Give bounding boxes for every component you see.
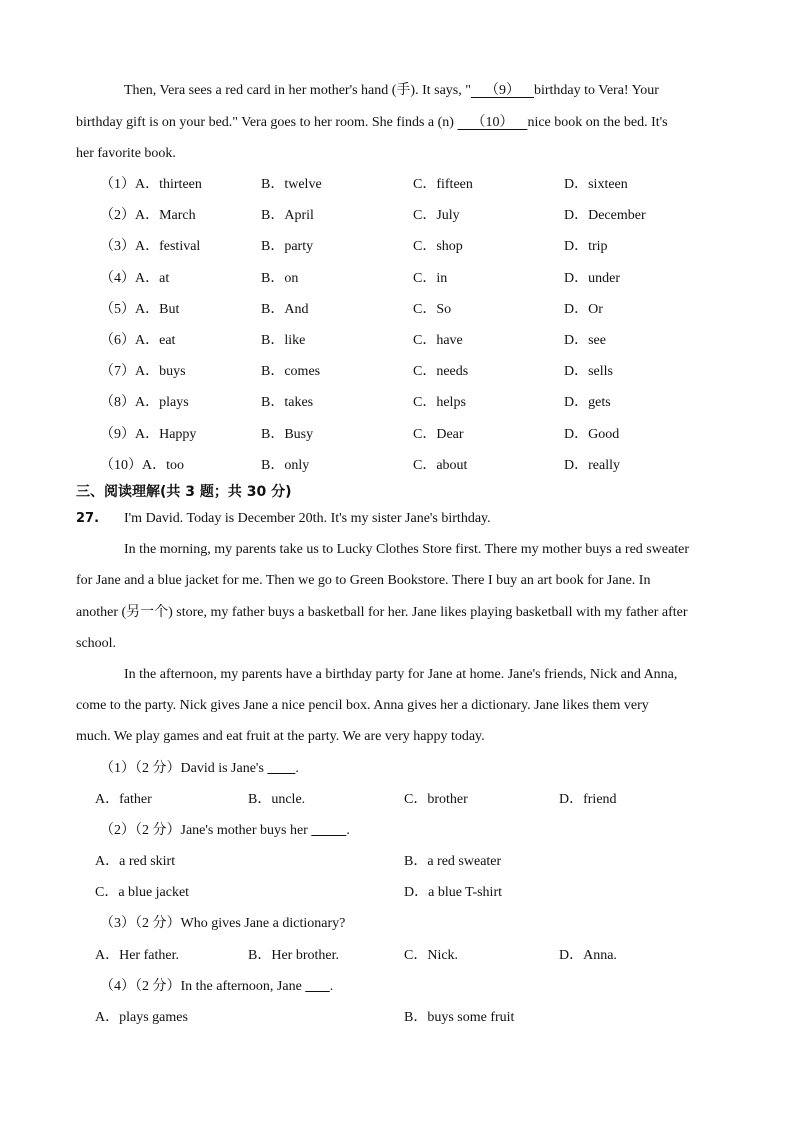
text: .	[346, 823, 350, 838]
text: nice book on the bed. It's	[527, 115, 668, 130]
option-c[interactable]: C．Dear	[413, 427, 464, 442]
option-d[interactable]: D．see	[564, 333, 606, 348]
option-c[interactable]: C．shop	[413, 239, 463, 254]
option-d[interactable]: D．trip	[564, 239, 608, 254]
paragraph-line: another (另一个) store, my father buys a basketball for her. Jane likes playing basketball with my father after	[76, 605, 688, 620]
option-d[interactable]: D．under	[564, 271, 620, 286]
question-1-options	[0, 791, 794, 809]
option-b[interactable]: B．buys some fruit	[404, 1010, 515, 1025]
blank-10: （10）	[457, 115, 528, 130]
answer-blank[interactable]	[311, 823, 346, 838]
option-c[interactable]: C．about	[413, 458, 468, 473]
option-a[interactable]: （7）A．buys	[100, 364, 186, 379]
cloze-paragraph-line-3: her favorite book.	[76, 146, 176, 161]
option-d[interactable]: D．a blue T-shirt	[404, 885, 502, 900]
option-a[interactable]: （2）A．March	[100, 208, 196, 223]
option-c[interactable]: C．fifteen	[413, 177, 473, 192]
option-c[interactable]: C．needs	[413, 364, 469, 379]
text: birthday gift is on your bed." Vera goes to her room. She finds a (n)	[76, 115, 458, 130]
text: Then, Vera sees a red card in her mother's hand (手). It says, "	[124, 83, 471, 98]
question-stem-1	[100, 760, 299, 778]
reading-first-line	[76, 510, 491, 528]
paragraph-line: In the afternoon, my parents have a birthday party for Jane at home. Jane's friends, Nick and Anna,	[124, 667, 678, 682]
option-b[interactable]: B．uncle.	[248, 792, 306, 807]
option-c[interactable]: C．a blue jacket	[95, 885, 190, 900]
option-c[interactable]: C．Nick.	[404, 948, 459, 963]
option-d[interactable]: D．really	[564, 458, 620, 473]
cloze-option-row	[0, 270, 794, 288]
blank-9: （9）	[470, 83, 534, 98]
cloze-option-row	[0, 238, 794, 256]
cloze-paragraph-line-1	[124, 82, 659, 100]
option-c[interactable]: C．have	[413, 333, 463, 348]
option-d[interactable]: D．gets	[564, 395, 611, 410]
cloze-option-row	[0, 394, 794, 412]
option-c[interactable]: C．in	[413, 271, 448, 286]
question-number: 27.	[76, 511, 100, 526]
question-stem-3: （3）（2 分）Who gives Jane a dictionary?	[100, 916, 346, 931]
option-a[interactable]: （3）A．festival	[100, 239, 201, 254]
option-a[interactable]: （8）A．plays	[100, 395, 189, 410]
option-b[interactable]: B．on	[261, 271, 299, 286]
question-2-options-row-1	[0, 853, 794, 871]
option-b[interactable]: B．comes	[261, 364, 321, 379]
option-c[interactable]: C．July	[413, 208, 460, 223]
option-b[interactable]: B．Busy	[261, 427, 314, 442]
paragraph-line: much. We play games and eat fruit at the party. We are very happy today.	[76, 729, 485, 744]
option-a[interactable]: A．father	[95, 792, 152, 807]
option-a[interactable]: （10）A．too	[100, 458, 184, 473]
option-b[interactable]: B．party	[261, 239, 314, 254]
cloze-option-row	[0, 457, 794, 475]
section-title: 三、阅读理解(共 3 题；共 30 分)	[76, 484, 292, 500]
option-d[interactable]: D．Good	[564, 427, 620, 442]
text: （1）（2 分）David is Jane's	[100, 761, 268, 776]
option-a[interactable]: （4）A．at	[100, 271, 170, 286]
cloze-option-row	[0, 332, 794, 350]
option-d[interactable]: D．Or	[564, 302, 603, 317]
text: （4）（2 分）In the afternoon, Jane	[100, 979, 306, 994]
cloze-option-row	[0, 176, 794, 194]
option-d[interactable]: D．December	[564, 208, 646, 223]
text: .	[295, 761, 299, 776]
option-c[interactable]: C．helps	[413, 395, 466, 410]
text: birthday to Vera! Your	[533, 83, 659, 98]
option-a[interactable]: （5）A．But	[100, 302, 180, 317]
question-stem-2	[100, 822, 350, 840]
option-a[interactable]: （9）A．Happy	[100, 427, 197, 442]
question-3-options	[0, 947, 794, 965]
paragraph-line: school.	[76, 636, 117, 651]
question-4-options	[0, 1009, 794, 1027]
option-b[interactable]: B．Her brother.	[248, 948, 339, 963]
option-b[interactable]: B．And	[261, 302, 309, 317]
question-stem-4	[100, 978, 333, 996]
paragraph-line: In the morning, my parents take us to Lucky Clothes Store first. There my mother buys a red sweater	[124, 542, 690, 557]
option-a[interactable]: A．a red skirt	[95, 854, 176, 869]
option-c[interactable]: C．So	[413, 302, 452, 317]
option-c[interactable]: C．brother	[404, 792, 468, 807]
option-a[interactable]: A．Her father.	[95, 948, 179, 963]
option-b[interactable]: B．a red sweater	[404, 854, 502, 869]
option-a[interactable]: （1）A．thirteen	[100, 177, 202, 192]
option-a[interactable]: （6）A．eat	[100, 333, 176, 348]
option-d[interactable]: D．sixteen	[564, 177, 628, 192]
paragraph-line: come to the party. Nick gives Jane a nice pencil box. Anna gives her a dictionary. Jane likes them very	[76, 698, 649, 713]
question-2-options-row-2	[0, 884, 794, 902]
answer-blank[interactable]	[305, 979, 330, 994]
text: I'm David. Today is December 20th. It's my sister Jane's birthday.	[124, 511, 491, 526]
answer-blank[interactable]	[267, 761, 295, 776]
paragraph-line: for Jane and a blue jacket for me. Then we go to Green Bookstore. There I buy an art book for Jane. In	[76, 573, 651, 588]
text: （2）（2 分）Jane's mother buys her	[100, 823, 312, 838]
cloze-option-row	[0, 363, 794, 381]
cloze-option-row	[0, 301, 794, 319]
option-b[interactable]: B．takes	[261, 395, 314, 410]
option-d[interactable]: D．sells	[564, 364, 613, 379]
option-a[interactable]: A．plays games	[95, 1010, 188, 1025]
text: .	[329, 979, 334, 994]
option-b[interactable]: B．like	[261, 333, 306, 348]
cloze-option-row	[0, 207, 794, 225]
option-d[interactable]: D．friend	[559, 792, 617, 807]
option-d[interactable]: D．Anna.	[559, 948, 617, 963]
option-b[interactable]: B．only	[261, 458, 310, 473]
option-b[interactable]: B．April	[261, 208, 314, 223]
cloze-paragraph-line-2	[76, 114, 668, 132]
cloze-option-row	[0, 426, 794, 444]
option-b[interactable]: B．twelve	[261, 177, 322, 192]
